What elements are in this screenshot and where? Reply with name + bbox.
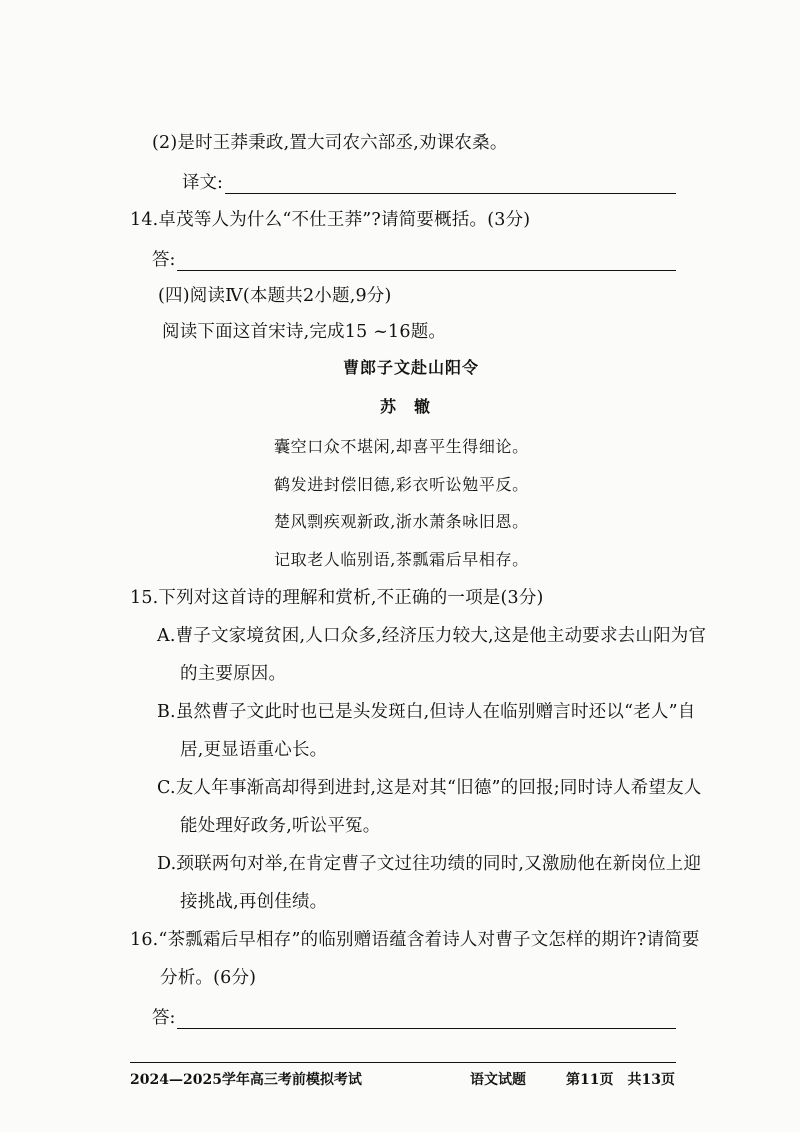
q16-text-cont: 分析。(6分) — [160, 968, 257, 988]
q15-option-b: B.虽然曹子文此时也已是头发斑白,但诗人在临别赠言时还以“老人”自 — [157, 702, 696, 722]
footer-exam-name: 2024—2025学年高三考前模拟考试 — [130, 1072, 362, 1088]
q15-option-c: C.友人年事渐高却得到进封,这是对其“旧德”的回报;同时诗人希望友人 — [157, 778, 702, 798]
q15-option-c-cont: 能处理好政务,听讼平冤。 — [180, 816, 381, 836]
q15-option-b-cont: 居,更显语重心长。 — [180, 740, 328, 760]
poem-line-4: 记取老人临别语,茶瓢霜后早相存。 — [274, 550, 529, 569]
translation-answer-line — [225, 175, 676, 194]
q15-option-a: A.曹子文家境贫困,人口众多,经济压力较大,这是他主动要求去山阳为官 — [157, 626, 707, 646]
q15-option-d: D.颈联两句对举,在肯定曹子文过往功绩的同时,又激励他在新岗位上迎 — [157, 854, 702, 874]
footer-page-number: 第11页 共13页 — [566, 1072, 675, 1088]
poem-title: 曹郎子文赴山阳令 — [343, 358, 480, 377]
translation-label: 译文: — [182, 173, 223, 193]
q15-option-a-cont: 的主要原因。 — [180, 664, 287, 684]
poem-line-1: 囊空口众不堪闲,却喜平生得细论。 — [274, 437, 529, 456]
section-instruction: 阅读下面这首宋诗,完成15 ~16题。 — [162, 322, 447, 342]
q14-answer-row — [152, 249, 676, 271]
footer-divider — [130, 1062, 676, 1063]
q15-stem: 15.下列对这首诗的理解和赏析,不正确的一项是(3分) — [130, 588, 544, 608]
q16-answer-line — [177, 1010, 676, 1029]
poem-author: 苏 辙 — [380, 397, 432, 416]
q16-text: 16.“茶瓢霜后早相存”的临别赠语蕴含着诗人对曹子文怎样的期许?请简要 — [130, 930, 700, 950]
poem-line-2: 鹤发进封偿旧德,彩衣听讼勉平反。 — [274, 475, 529, 494]
q14-answer-line — [177, 252, 676, 271]
footer-subject: 语文试题 — [470, 1072, 526, 1088]
q13-2-text: (2)是时王莽秉政,置大司农六部丞,劝课农桑。 — [152, 133, 508, 153]
q14-text: 14.卓茂等人为什么“不仕王莽”?请简要概括。(3分) — [130, 210, 531, 230]
section-heading: (四)阅读Ⅳ(本题共2小题,9分) — [158, 286, 392, 306]
q16-answer-row — [152, 1007, 676, 1029]
q13-2-answer-row — [182, 172, 676, 194]
q15-option-d-cont: 接挑战,再创佳绩。 — [180, 892, 328, 912]
poem-line-3: 楚风剽疾观新政,浙水萧条咏旧恩。 — [274, 512, 529, 531]
q16-answer-label: 答: — [152, 1008, 176, 1028]
q14-answer-label: 答: — [152, 250, 176, 270]
